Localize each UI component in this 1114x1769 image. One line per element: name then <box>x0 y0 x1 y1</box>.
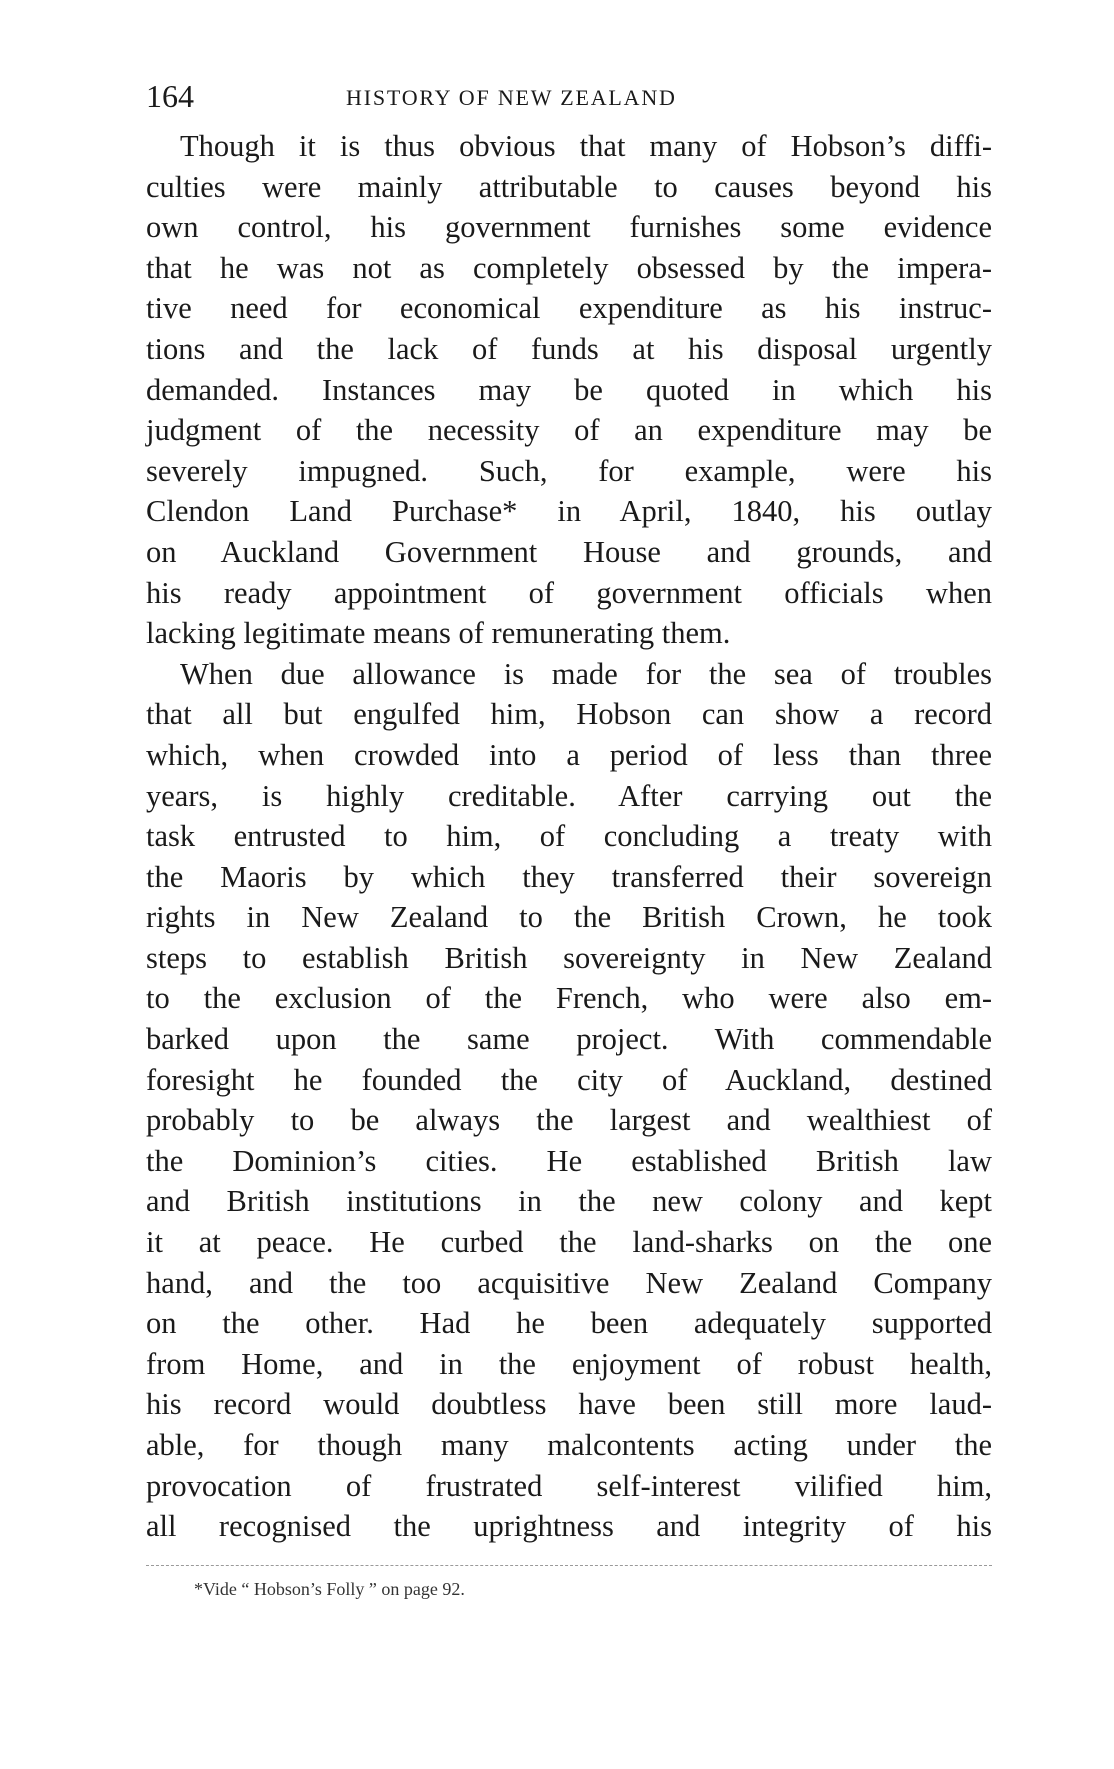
book-page <box>146 76 992 1602</box>
text-line: his ready appointment of government officials when <box>146 575 992 610</box>
body-text <box>146 126 992 1547</box>
text-line: culties were mainly attributable to causes beyond his <box>146 169 992 204</box>
text-line: barked upon the same project. With commendable <box>146 1022 992 1057</box>
text-line: the Maoris by which they transferred their sovereign <box>146 859 992 894</box>
text-line: from Home, and in the enjoyment of robust health, <box>146 1346 992 1381</box>
text-line: own control, his government furnishes some evidence <box>146 210 992 245</box>
text-line: probably to be always the largest and wealthiest of <box>146 1103 992 1138</box>
text-line: that he was not as completely obsessed by the impera- <box>146 250 992 285</box>
page-number: 164 <box>146 78 194 114</box>
text-line: provocation of frustrated self-interest vilified him, <box>146 1468 992 1503</box>
text-line: to the exclusion of the French, who were also em- <box>146 981 992 1016</box>
text-line: his record would doubtless have been still more laud- <box>146 1387 992 1422</box>
footnote-divider <box>146 1565 992 1566</box>
text-line: the Dominion’s cities. He established British law <box>146 1143 992 1178</box>
text-line: tive need for economical expenditure as his instruc- <box>146 291 992 326</box>
text-line: When due allowance is made for the sea of troubles <box>180 656 992 691</box>
text-line: steps to establish British sovereignty in New Zealand <box>146 940 992 975</box>
text-line: it at peace. He curbed the land-sharks on the one <box>146 1225 992 1260</box>
text-line: which, when crowded into a period of less than three <box>146 737 992 772</box>
paragraph-1 <box>146 126 992 654</box>
running-head <box>146 76 992 120</box>
text-line: Clendon Land Purchase* in April, 1840, his outlay <box>146 494 992 529</box>
text-line: rights in New Zealand to the British Crown, he took <box>146 900 992 935</box>
paragraph-2 <box>146 654 992 1547</box>
footnote: *Vide “ Hobson’s Folly ” on page 92. <box>194 1578 465 1599</box>
text-line: all recognised the uprightness and integrity of his <box>146 1509 992 1544</box>
text-line: severely impugned. Such, for example, were his <box>146 453 992 488</box>
text-line: years, is highly creditable. After carrying out the <box>146 778 992 813</box>
text-line: demanded. Instances may be quoted in which his <box>146 372 992 407</box>
text-line: able, for though many malcontents acting under the <box>146 1428 992 1462</box>
text-line: tions and the lack of funds at his disposal urgently <box>146 331 992 366</box>
text-line: on the other. Had he been adequately supported <box>146 1306 992 1341</box>
text-line: on Auckland Government House and grounds, and <box>146 534 992 569</box>
text-line: hand, and the too acquisitive New Zealand Company <box>146 1265 992 1300</box>
running-title: HISTORY OF NEW ZEALAND <box>346 85 677 110</box>
text-line: judgment of the necessity of an expenditure may be <box>146 413 992 448</box>
text-line: lacking legitimate means of remunerating them. <box>146 616 731 651</box>
text-line: foresight he founded the city of Auckland, destined <box>146 1062 992 1097</box>
text-line: that all but engulfed him, Hobson can show a record <box>146 697 992 732</box>
text-line: and British institutions in the new colony and kept <box>146 1184 992 1219</box>
text-line: task entrusted to him, of concluding a treaty with <box>146 819 992 854</box>
text-line: Though it is thus obvious that many of Hobson’s diffi- <box>180 129 992 163</box>
